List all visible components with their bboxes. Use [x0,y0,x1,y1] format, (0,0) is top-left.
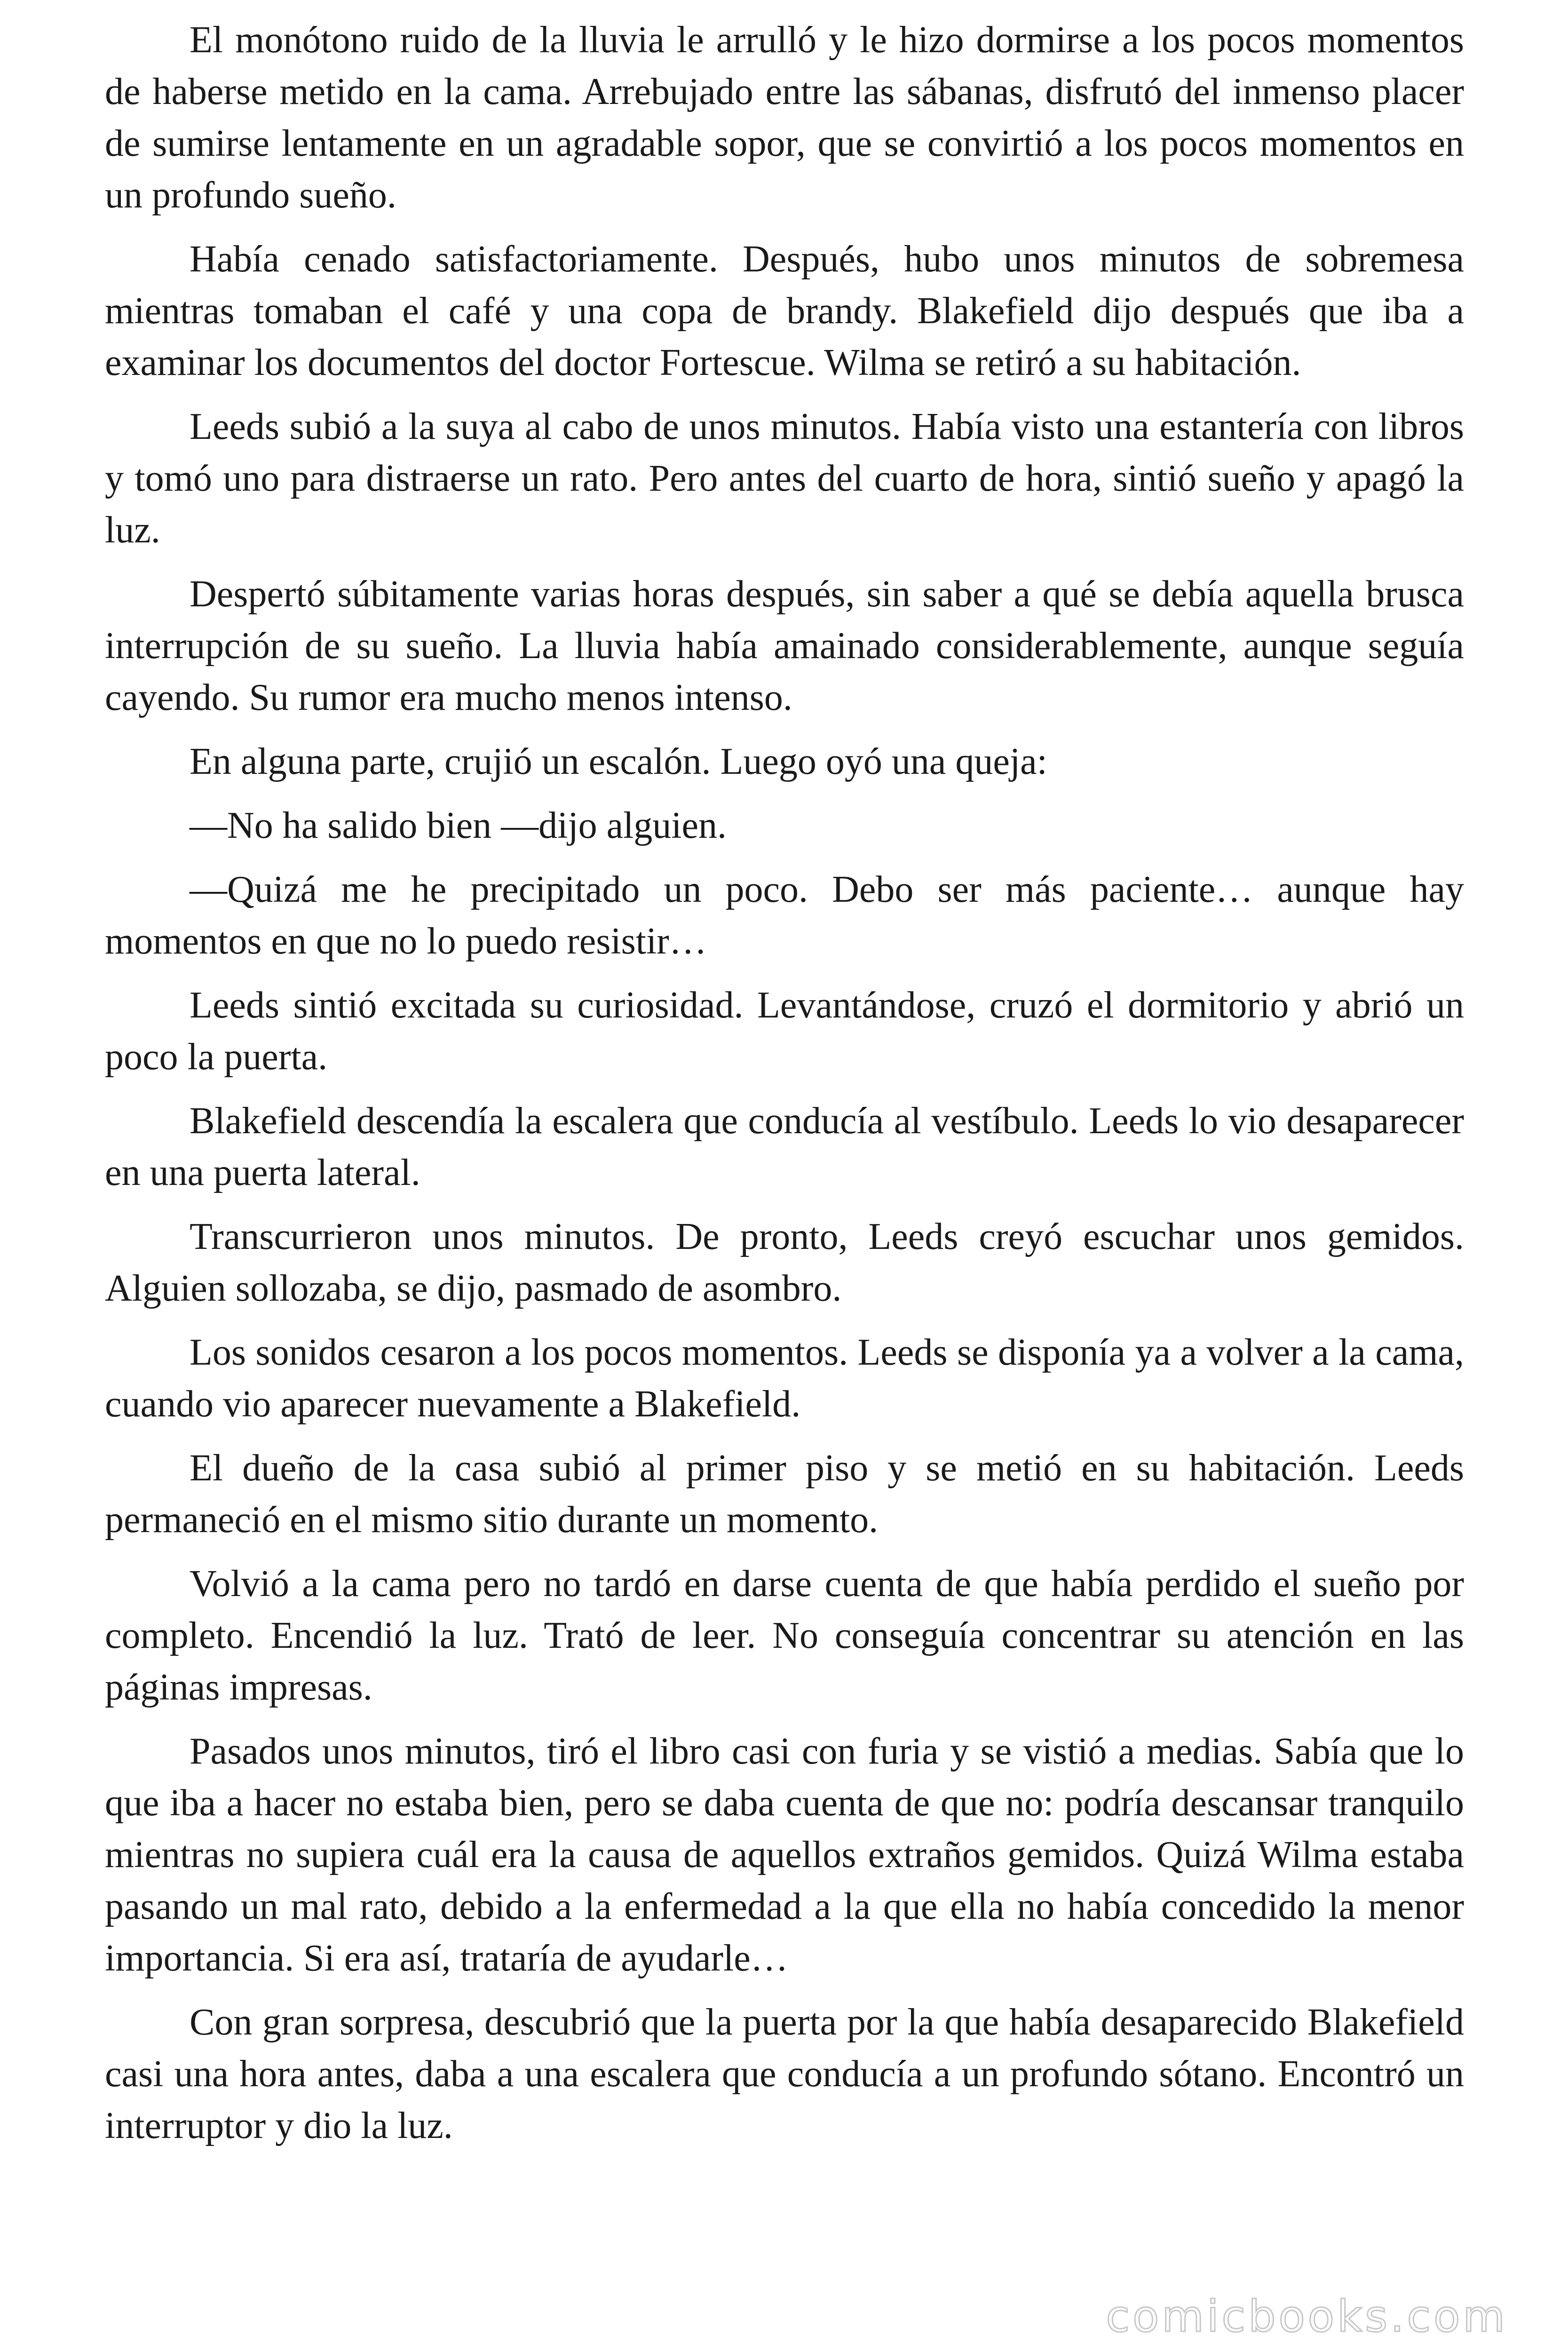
paragraph: Blakefield descendía la escalera que conducía al vestíbulo. Leeds lo vio desaparecer en una puerta lateral. [105,1100,1464,1193]
watermark-logo: comicbooks.com [1106,2291,1508,2342]
paragraph: Los sonidos cesaron a los pocos momentos. Leeds se disponía ya a volver a la cama, cuando vio aparecer nuevamente a Blakefield. [105,1332,1464,1425]
paragraph: Transcurrieron unos minutos. De pronto, Leeds creyó escuchar unos gemidos. Alguien sollozaba, se dijo, pasmado de asombro. [105,1216,1464,1309]
paragraph: Leeds subió a la suya al cabo de unos minutos. Había visto una estantería con libros y tomó uno para distraerse un rato. Pero antes del cuarto de hora, sintió sueño y apagó la luz. [105,406,1464,551]
dialogue-line: —Quizá me he precipitado un poco. Debo ser más paciente… aunque hay momentos en que no lo puedo resistir… [105,869,1464,962]
paragraph: Despertó súbitamente varias horas después, sin saber a qué se debía aquella brusca interrupción de su sueño. La lluvia había amainado considerablemente, aunque seguía cayendo. Su rumor era mucho menos intenso. [105,573,1464,718]
paragraph: Leeds sintió excitada su curiosidad. Levantándose, cruzó el dormitorio y abrió un poco la puerta. [105,985,1464,1078]
book-page-text [105,14,1464,2164]
dialogue-line: —No ha salido bien —dijo alguien. [190,805,727,846]
paragraph: Pasados unos minutos, tiró el libro casi con furia y se vistió a medias. Sabía que lo que iba a hacer no estaba bien, pero se daba cuenta de que no: podría descansar tranquilo mientras no supiera cuál era la causa de aquellos extraños gemidos. Quizá Wilma estaba pasando un mal rato, debido a la enfermedad a la que ella no había concedido la menor importancia. Si era así, trataría de ayudarle… [105,1731,1464,1979]
paragraph: Volvió a la cama pero no tardó en darse cuenta de que había perdido el sueño por completo. Encendió la luz. Trató de leer. No conseguía concentrar su atención en las páginas impresas. [105,1563,1464,1708]
paragraph: El monótono ruido de la lluvia le arrulló y le hizo dormirse a los pocos momentos de haberse metido en la cama. Arrebujado entre las sábanas, disfrutó del inmenso placer de sumirse lentamente en un agradable sopor, que se convirtió a los pocos momentos en un profundo sueño. [105,19,1464,216]
paragraph: En alguna parte, crujió un escalón. Luego oyó una queja: [190,741,1047,782]
paragraph: Había cenado satisfactoriamente. Después, hubo unos minutos de sobremesa mientras tomaban el café y una copa de brandy. Blakefield dijo después que iba a examinar los documentos del doctor Fortescue. Wilma se retiró a su habitación. [105,238,1464,383]
paragraph: Con gran sorpresa, descubrió que la puerta por la que había desaparecido Blakefield casi una hora antes, daba a una escalera que conducía a un profundo sótano. Encontró un interruptor y dio la luz. [105,2002,1464,2146]
paragraph: El dueño de la casa subió al primer piso y se metió en su habitación. Leeds permaneció en el mismo sitio durante un momento. [105,1447,1464,1541]
